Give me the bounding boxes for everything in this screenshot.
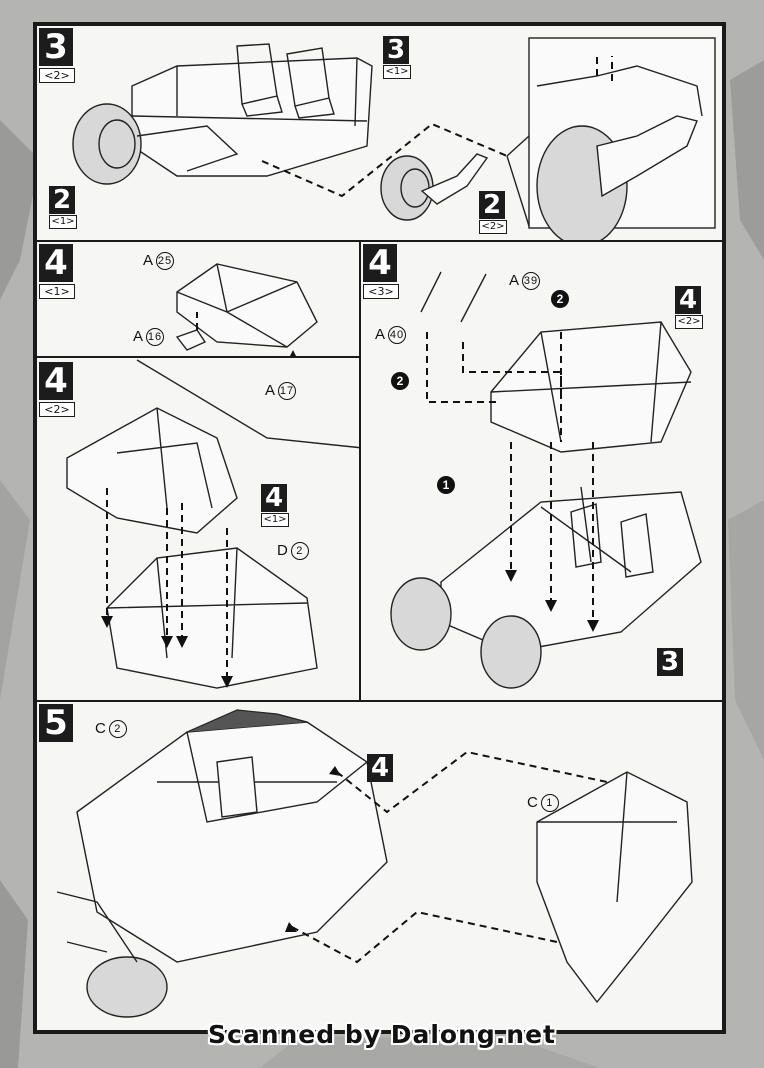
step-4-2-panel	[35, 356, 361, 702]
step-5-panel	[35, 700, 724, 1032]
ref-3-1: 3 <1>	[383, 36, 411, 79]
step-4-1-label: 4 <1>	[39, 244, 75, 299]
instruction-sheet	[33, 22, 726, 1034]
ref-2-2: 2 <2>	[479, 191, 507, 234]
part-c2: C 2	[95, 720, 127, 738]
marker-2-top: 2	[551, 290, 569, 308]
part-a40: A 40	[375, 326, 405, 343]
step-5-label: 5	[39, 704, 73, 742]
part-d2: D 2	[277, 542, 309, 560]
marker-2-left: 2	[391, 372, 409, 390]
part-a16: A 16	[133, 328, 163, 345]
ref-3-step4: 3	[657, 648, 683, 676]
step-4-3-label: 4 <3>	[363, 244, 399, 299]
step-4-1-panel	[35, 240, 361, 358]
step-3-illustration	[37, 26, 726, 244]
step-4-1-illustration	[37, 242, 363, 360]
ref-4-step5: 4	[367, 754, 393, 782]
ref-4-1: 4 <1>	[261, 484, 289, 527]
part-a25: A 25	[143, 252, 173, 269]
step-3-label: 3 <2>	[39, 28, 75, 83]
step-3-panel	[35, 24, 724, 242]
step-4-2-label: 4 <2>	[39, 362, 75, 417]
marker-1: 1	[437, 476, 455, 494]
part-c1: C 1	[527, 794, 559, 812]
ref-2-1: 2 <1>	[49, 186, 77, 229]
step-5-illustration	[37, 702, 726, 1034]
part-a39: A 39	[509, 272, 539, 289]
step-4-3-panel	[359, 240, 724, 702]
ref-4-2: 4 <2>	[675, 286, 703, 329]
step-4-3-illustration	[361, 242, 726, 704]
scanner-credit: Scanned by Dalong.net	[208, 1020, 557, 1049]
step-4-2-illustration	[37, 358, 363, 704]
part-a17: A 17	[265, 382, 295, 399]
